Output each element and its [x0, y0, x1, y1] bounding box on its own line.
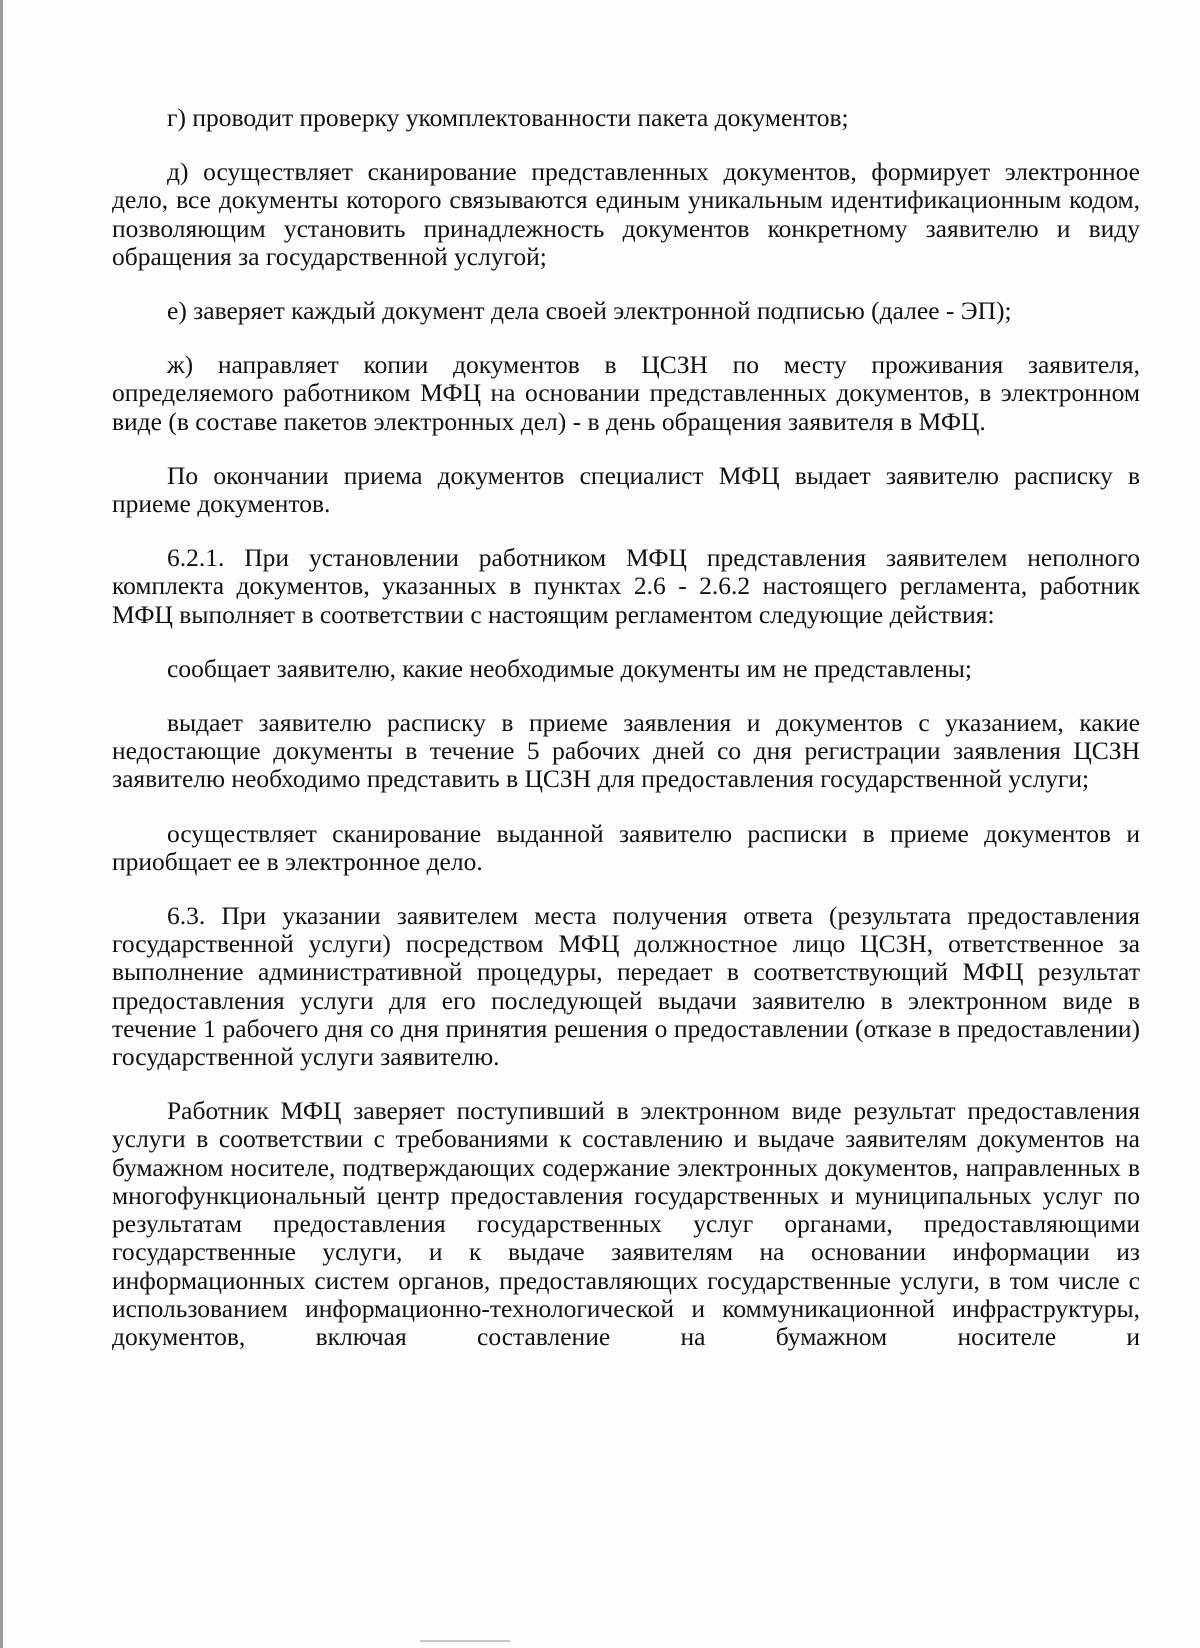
paragraph-g: г) проводит проверку укомплектованности пакета документов; — [167, 103, 849, 132]
paragraph-certification: Работник МФЦ заверяет поступивший в электронном виде результат предоставления услуги в соответствии с требованиями к составлению и выдаче заявителям документов на бумажном носителе, подтверждающих содержание электронных документов, направленных в многофункциональный центр предоставления государственных и муниципальных услуг по результатам предоставления государственных услуг органами, предоставляющими государственные услуги, и к выдаче заявителям на основании информации из информационных систем органов, предоставляющих государственные услуги, в том числе с использованием информационно-технологической и коммуникационной инфраструктуры, документов, включая составление на бумажном носителе и — [112, 1096, 1140, 1351]
paragraph-6-3: 6.3. При указании заявителем места получения ответа (результата предоставления государственной услуги) посредством МФЦ должностное лицо ЦСЗН, ответственное за выполнение административной процедуры, передает в соответствующий МФЦ результат предоставления услуги для его последующей выдачи заявителю в электронном виде в течение 1 рабочего дня со дня принятия решения о предоставлении (отказе в предоставлении) государственной услуги заявителю. — [112, 901, 1140, 1072]
paragraph-notify: сообщает заявителю, какие необходимые документы им не представлены; — [167, 653, 972, 683]
scan-artifact — [420, 1640, 510, 1642]
paragraph-issue-receipt: выдает заявителю расписку в приеме заявления и документов с указанием, какие недостающие документы в течение 5 рабочих дней со дня регистрации заявления ЦСЗН заявителю необходимо представить в ЦСЗН для предоставления государственной услуги; — [112, 708, 1140, 794]
paragraph-6-2-1: 6.2.1. При установлении работником МФЦ представления заявителем неполного комплекта документов, указанных в пунктах 2.6 - 2.6.2 настоящего регламента, работник МФЦ выполняет в соответствии с настоящим регламентом следующие действия: — [112, 543, 1140, 629]
paragraph-scan-receipt: осуществляет сканирование выданной заявителю расписки в приеме документов и приобщает ее в электронное дело. — [112, 818, 1140, 876]
paragraph-receipt: По окончании приема документов специалист МФЦ выдает заявителю расписку в приеме документов. — [112, 460, 1140, 519]
paragraph-zh: ж) направляет копии документов в ЦСЗН по месту проживания заявителя, определяемого работником МФЦ на основании представленных документов, в электронном виде (в составе пакетов электронных дел) - в день обращения заявителя в МФЦ. — [112, 350, 1140, 436]
document-body — [112, 104, 1140, 1351]
scan-edge-shadow — [0, 0, 3, 1648]
paragraph-d: д) осуществляет сканирование представленных документов, формирует электронное дело, все документы которого связываются единым уникальным идентификационным кодом, позволяющим установить принадлежность документов конкретному заявителю и виду обращения за государственной услугой; — [112, 157, 1140, 271]
paragraph-e: е) заверяет каждый документ дела своей электронной подписью (далее - ЭП); — [167, 296, 1012, 326]
